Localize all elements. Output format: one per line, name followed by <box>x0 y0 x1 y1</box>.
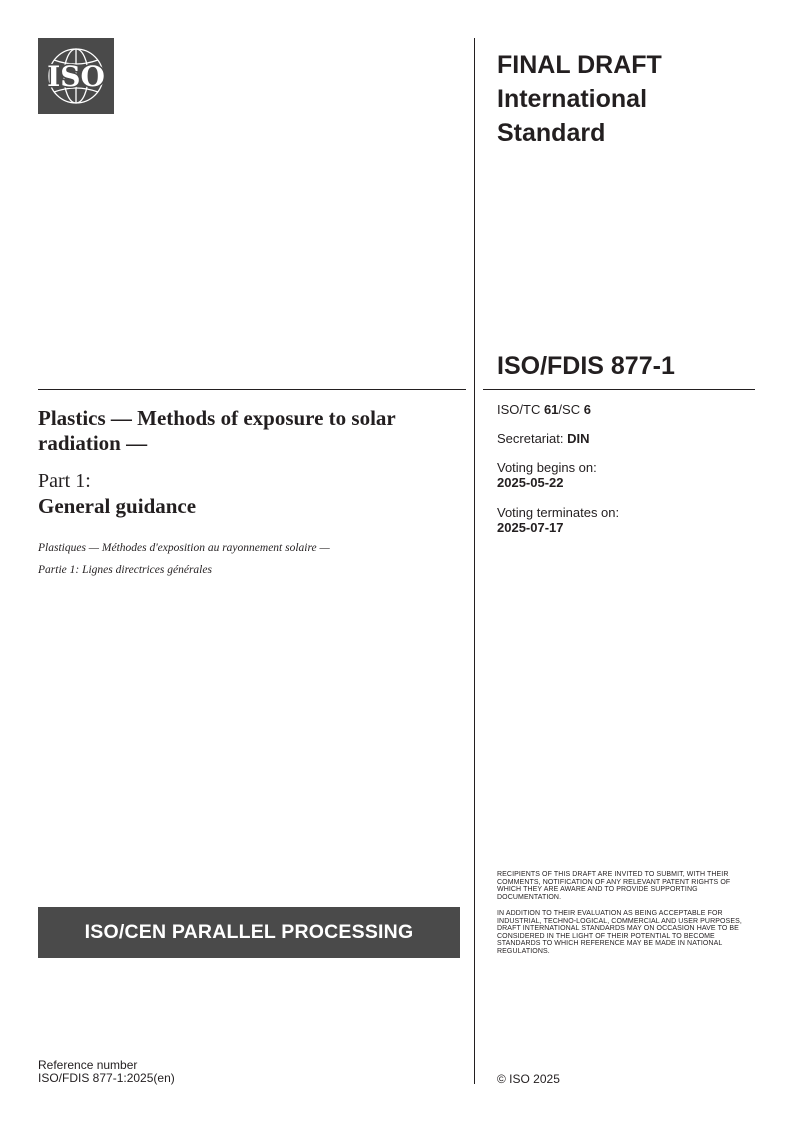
copyright: © ISO 2025 <box>497 1072 560 1086</box>
voting-terminates: Voting terminates on: 2025-07-17 <box>497 505 620 535</box>
horizontal-divider-right <box>483 389 755 390</box>
document-stage-title <box>497 48 747 150</box>
french-title: Plastiques — Méthodes d'exposition au rayonnement solaire — Partie 1: Lignes directrices générales <box>38 542 330 576</box>
part-title: General guidance <box>38 494 197 518</box>
parallel-processing-banner: ISO/CEN PARALLEL PROCESSING <box>38 907 460 958</box>
secretariat-line: Secretariat: DIN <box>497 431 590 446</box>
committee-line: ISO/TC 61/SC 6 <box>497 402 591 417</box>
part-label: Part 1: <box>38 470 91 492</box>
iso-logo <box>38 38 114 114</box>
notice-paragraph-2: IN ADDITION TO THEIR EVALUATION AS BEING ACCEPTABLE FOR INDUSTRIAL, TECHNO-LOGICAL, COMMERCIAL AND USER PURPOSES, DRAFT INTERNATIONAL STANDARDS MAY ON OCCASION HAVE TO BE CONSIDERED IN THE LIGHT OF THEIR POTENTIAL TO BECOME STANDARDS TO WHICH REFERENCE MAY BE MADE IN NATIONAL REGULATIONS. <box>497 910 742 955</box>
reference-number: ISO/FDIS 877-1:2025(en) <box>38 1071 175 1085</box>
vertical-divider <box>474 38 475 1084</box>
stage-line-3: Standard <box>497 119 606 147</box>
notice-paragraph-1: RECIPIENTS OF THIS DRAFT ARE INVITED TO SUBMIT, WITH THEIR COMMENTS, NOTIFICATION OF ANY RELEVANT PATENT RIGHTS OF WHICH THEY ARE AWARE AND TO PROVIDE SUPPORTING DOCUMENTATION. <box>497 871 731 901</box>
stage-line-2: International <box>497 85 648 113</box>
voting-begins: Voting begins on: 2025-05-22 <box>497 460 597 490</box>
reference-label: Reference number <box>38 1058 138 1072</box>
globe-icon <box>38 38 114 114</box>
stage-line-1: FINAL DRAFT <box>497 51 662 79</box>
horizontal-divider-left <box>38 389 466 390</box>
document-number: ISO/FDIS 877-1 <box>497 352 675 380</box>
logo-text: ISO <box>47 60 105 93</box>
main-title: Plastics — Methods of exposure to solar radiation — <box>38 406 396 455</box>
